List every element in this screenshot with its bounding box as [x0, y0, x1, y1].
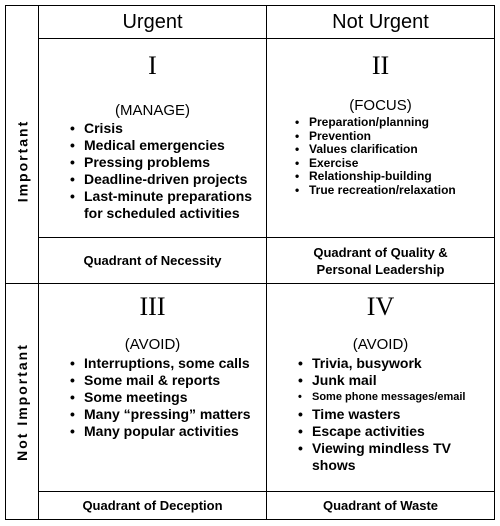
quadrant-2-numeral: II: [371, 51, 390, 80]
list-item-continuation: for scheduled activities: [84, 205, 240, 221]
list-item: • Preparation/planning: [295, 116, 456, 130]
list-item: • Prevention: [295, 130, 456, 144]
quadrant-2-footer: [267, 238, 494, 283]
list-item: • True recreation/relaxation: [295, 184, 456, 198]
quadrant-1-list: [70, 120, 252, 222]
list-item: • Junk mail: [298, 372, 465, 389]
row-label-important: Important: [14, 119, 30, 203]
quadrant-4-subtitle: (AVOID): [352, 336, 409, 353]
list-item: • Some mail & reports: [70, 372, 251, 389]
row-label-important-cell: [6, 39, 38, 283]
quadrant-2: [267, 39, 494, 237]
list-item: • Deadline-driven projects: [70, 171, 252, 188]
list-item: • Crisis: [70, 120, 252, 137]
quadrant-2-footer-line-1: Quadrant of Quality &: [313, 244, 448, 260]
list-item: • Many “pressing” matters: [70, 406, 251, 423]
row-label-not-important: Not Important: [14, 342, 31, 461]
list-item: • Values clarification: [295, 143, 456, 157]
list-item: • Many popular activities: [70, 423, 251, 440]
quadrant-1-subtitle: (MANAGE): [115, 102, 190, 119]
quadrant-1-numeral: I: [148, 51, 157, 80]
quadrant-3-footer: Quadrant of Deception: [82, 498, 223, 513]
quadrant-1: [39, 39, 266, 237]
quadrant-3-list: [70, 355, 251, 440]
quadrant-4-list: [298, 355, 465, 474]
quadrant-3-numeral: III: [139, 292, 166, 321]
quadrant-2-list: [295, 116, 456, 197]
list-item: • Exercise: [295, 157, 456, 171]
row-label-not-important-cell: [6, 284, 38, 519]
header-not-urgent: Not Urgent: [332, 11, 429, 33]
list-item: • Some meetings: [70, 389, 251, 406]
time-management-matrix: [5, 5, 495, 520]
quadrant-2-subtitle: (FOCUS): [349, 97, 412, 114]
list-item: • Medical emergencies: [70, 137, 252, 154]
quadrant-1-footer: Quadrant of Necessity: [83, 253, 222, 268]
quadrant-2-footer-line-2: Personal Leadership: [316, 261, 445, 277]
list-item: • Last-minute preparations: [70, 188, 252, 205]
quadrant-3: [39, 284, 266, 491]
quadrant-3-subtitle: (AVOID): [124, 336, 181, 353]
list-item: • Trivia, busywork: [298, 355, 465, 372]
list-item: • Interruptions, some calls: [70, 355, 251, 372]
list-item: • Time wasters: [298, 406, 465, 423]
quadrant-4-numeral: IV: [366, 292, 395, 321]
list-item: • Relationship-building: [295, 170, 456, 184]
header-urgent: Urgent: [122, 11, 183, 33]
quadrant-4-footer: Quadrant of Waste: [322, 498, 439, 513]
list-item: • Viewing mindless TV: [298, 440, 465, 457]
quadrant-4: [267, 284, 494, 491]
list-item-continuation: shows: [312, 457, 356, 473]
list-item: • Some phone messages/email: [298, 389, 465, 406]
list-item: • Pressing problems: [70, 154, 252, 171]
list-item: • Escape activities: [298, 423, 465, 440]
